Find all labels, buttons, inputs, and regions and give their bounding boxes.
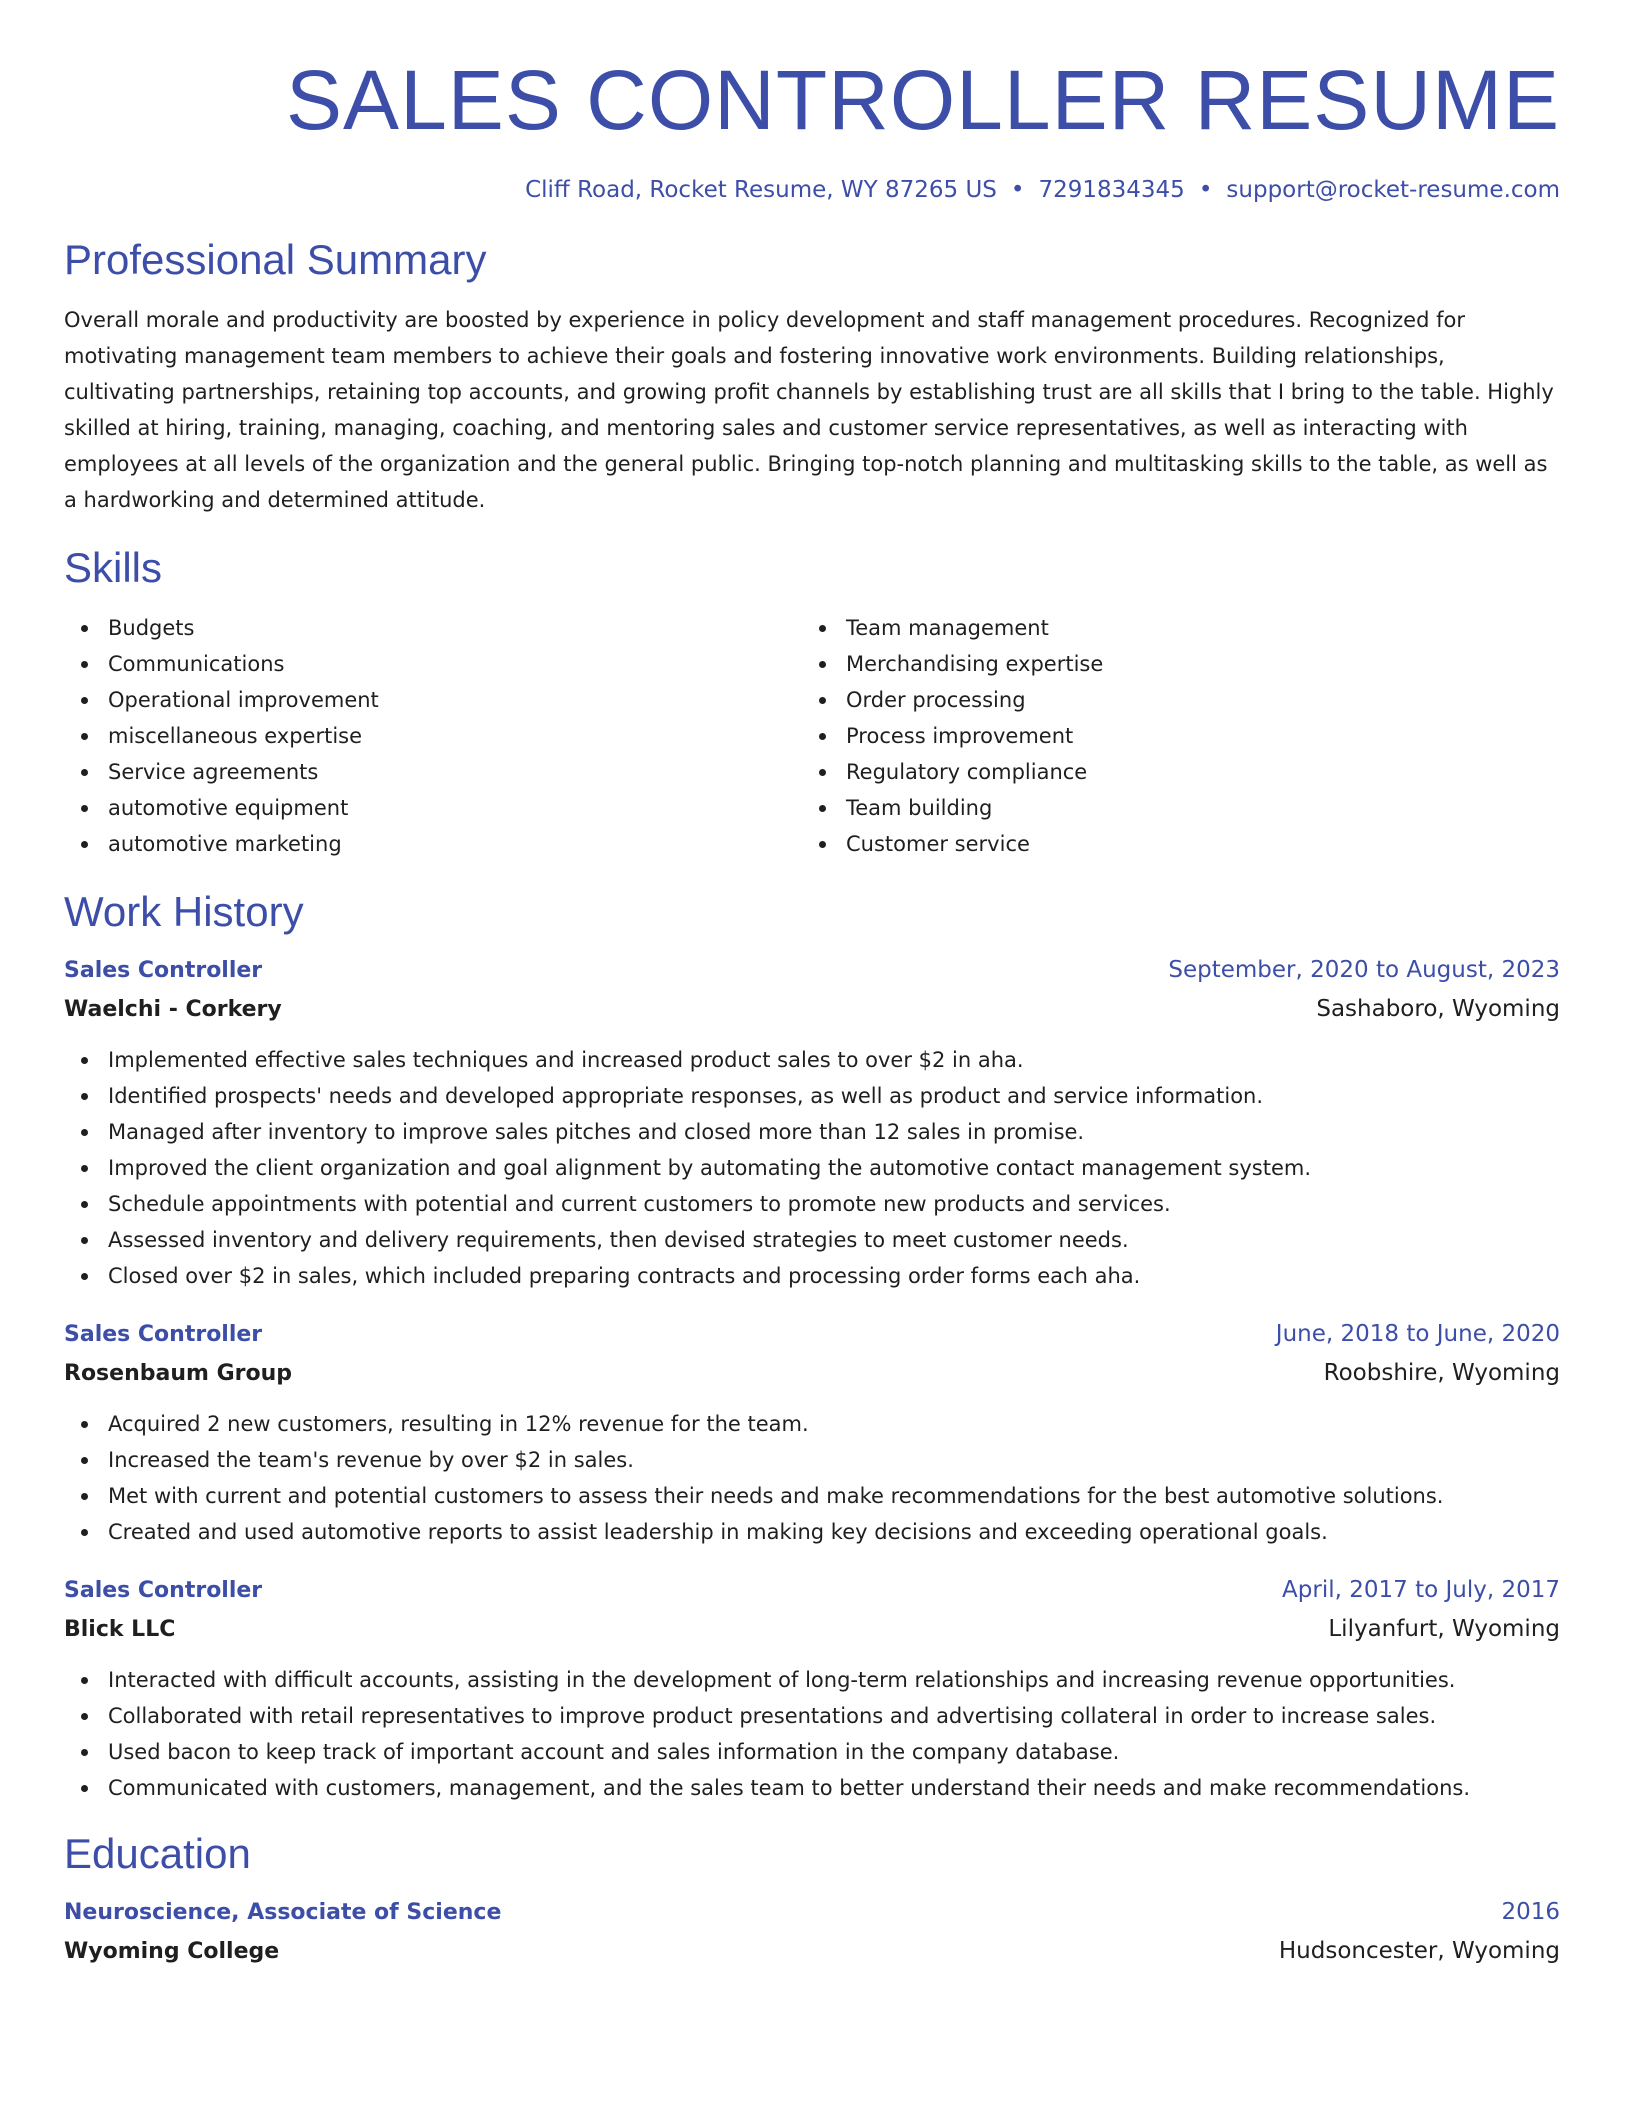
company-name: Waelchi - Corkery	[64, 997, 282, 1022]
education-entry	[64, 1894, 1560, 1972]
degree: Neuroscience, Associate of Science	[64, 1900, 502, 1925]
education-heading: Education	[64, 1830, 251, 1877]
skill-item: automotive equipment	[108, 790, 802, 826]
school-name: Wyoming College	[64, 1939, 280, 1964]
job-bullet: Identified prospects' needs and developed appropriate responses, as well as product and service information.	[108, 1078, 1560, 1114]
job-entry	[64, 1572, 1560, 1806]
summary-text: Overall morale and productivity are boosted by experience in policy development and staff management procedures. Recognized for motivating management team members to achieve their goals and fostering innovative work environments. Building relationships, cultivating partnerships, retaining top accounts, and growing profit channels by establishing trust are all skills that I bring to the table. Highly skilled at hiring, training, managing, coaching, and mentoring sales and customer service representatives, as well as interacting with employees at all levels of the organization and the general public. Bringing top-notch planning and multitasking skills to the table, as well as a hardworking and determined attitude.	[64, 308, 1554, 512]
skills-column-left	[64, 610, 802, 862]
resume-page	[64, 48, 1560, 1972]
job-dates: September, 2020 to August, 2023	[1168, 957, 1560, 983]
job-header-row	[64, 1572, 1560, 1609]
job-location: Sashaboro, Wyoming	[1316, 996, 1560, 1022]
skill-item: Service agreements	[108, 754, 802, 790]
work-history-heading: Work History	[64, 888, 304, 935]
job-title: Sales Controller	[64, 1322, 263, 1347]
skill-item: Team management	[846, 610, 1540, 646]
education-school-row	[64, 1931, 1560, 1972]
job-location: Lilyanfurt, Wyoming	[1328, 1616, 1560, 1642]
job-entry	[64, 952, 1560, 1294]
company-name: Blick LLC	[64, 1617, 176, 1642]
contact-email: support@rocket-resume.com	[1226, 177, 1560, 203]
job-bullet: Assessed inventory and delivery requirements, then devised strategies to meet customer needs.	[108, 1222, 1560, 1258]
skill-item: Regulatory compliance	[846, 754, 1540, 790]
education-header-row	[64, 1894, 1560, 1931]
skill-item: Customer service	[846, 826, 1540, 862]
skill-item: Merchandising expertise	[846, 646, 1540, 682]
job-bullet: Schedule appointments with potential and current customers to promote new products and services.	[108, 1186, 1560, 1222]
job-bullet: Improved the client organization and goal alignment by automating the automotive contact management system.	[108, 1150, 1560, 1186]
job-bullet: Collaborated with retail representatives to improve product presentations and advertising collateral in order to increase sales.	[108, 1698, 1560, 1734]
job-title: Sales Controller	[64, 1578, 263, 1603]
job-bullets	[64, 1406, 1560, 1550]
graduation-year: 2016	[1501, 1899, 1560, 1925]
job-bullet: Interacted with difficult accounts, assisting in the development of long-term relationships and increasing revenue opportunities.	[108, 1662, 1560, 1698]
skill-item: Communications	[108, 646, 802, 682]
separator-dot: •	[1198, 177, 1213, 203]
job-bullet: Increased the team's revenue by over $2 in sales.	[108, 1442, 1560, 1478]
job-bullet: Used bacon to keep track of important account and sales information in the company database.	[108, 1734, 1560, 1770]
skills-column-right	[802, 610, 1540, 862]
school-location: Hudsoncester, Wyoming	[1278, 1938, 1560, 1964]
contact-phone: 7291834345	[1038, 177, 1185, 203]
resume-title: SALES CONTROLLER RESUME	[286, 53, 1560, 147]
job-bullet: Acquired 2 new customers, resulting in 12% revenue for the team.	[108, 1406, 1560, 1442]
separator-dot: •	[1010, 177, 1025, 203]
skills-list	[64, 610, 1560, 862]
job-header-row	[64, 952, 1560, 989]
skills-heading: Skills	[64, 544, 163, 591]
job-location: Roobshire, Wyoming	[1323, 1360, 1560, 1386]
skill-item: Order processing	[846, 682, 1540, 718]
job-entry	[64, 1316, 1560, 1550]
job-company-row	[64, 989, 1560, 1030]
skill-item: miscellaneous expertise	[108, 718, 802, 754]
job-company-row	[64, 1353, 1560, 1394]
skill-item: Operational improvement	[108, 682, 802, 718]
job-company-row	[64, 1609, 1560, 1650]
job-bullet: Communicated with customers, management, and the sales team to better understand their needs and make recommendations.	[108, 1770, 1560, 1806]
skill-item: Team building	[846, 790, 1540, 826]
job-title: Sales Controller	[64, 958, 263, 983]
job-bullet: Implemented effective sales techniques and increased product sales to over $2 in aha.	[108, 1042, 1560, 1078]
skill-item: Budgets	[108, 610, 802, 646]
job-bullet: Closed over $2 in sales, which included preparing contracts and processing order forms each aha.	[108, 1258, 1560, 1294]
skill-item: automotive marketing	[108, 826, 802, 862]
job-bullet: Created and used automotive reports to assist leadership in making key decisions and exceeding operational goals.	[108, 1514, 1560, 1550]
contact-line	[64, 174, 1560, 206]
job-dates: April, 2017 to July, 2017	[1282, 1577, 1560, 1603]
contact-address: Cliff Road, Rocket Resume, WY 87265 US	[525, 177, 997, 203]
job-bullet: Managed after inventory to improve sales pitches and closed more than 12 sales in promise.	[108, 1114, 1560, 1150]
job-bullet: Met with current and potential customers to assess their needs and make recommendations for the best automotive solutions.	[108, 1478, 1560, 1514]
skill-item: Process improvement	[846, 718, 1540, 754]
job-dates: June, 2018 to June, 2020	[1275, 1321, 1560, 1347]
job-header-row	[64, 1316, 1560, 1353]
company-name: Rosenbaum Group	[64, 1361, 293, 1386]
summary-heading: Professional Summary	[64, 236, 487, 283]
job-bullets	[64, 1042, 1560, 1294]
job-bullets	[64, 1662, 1560, 1806]
